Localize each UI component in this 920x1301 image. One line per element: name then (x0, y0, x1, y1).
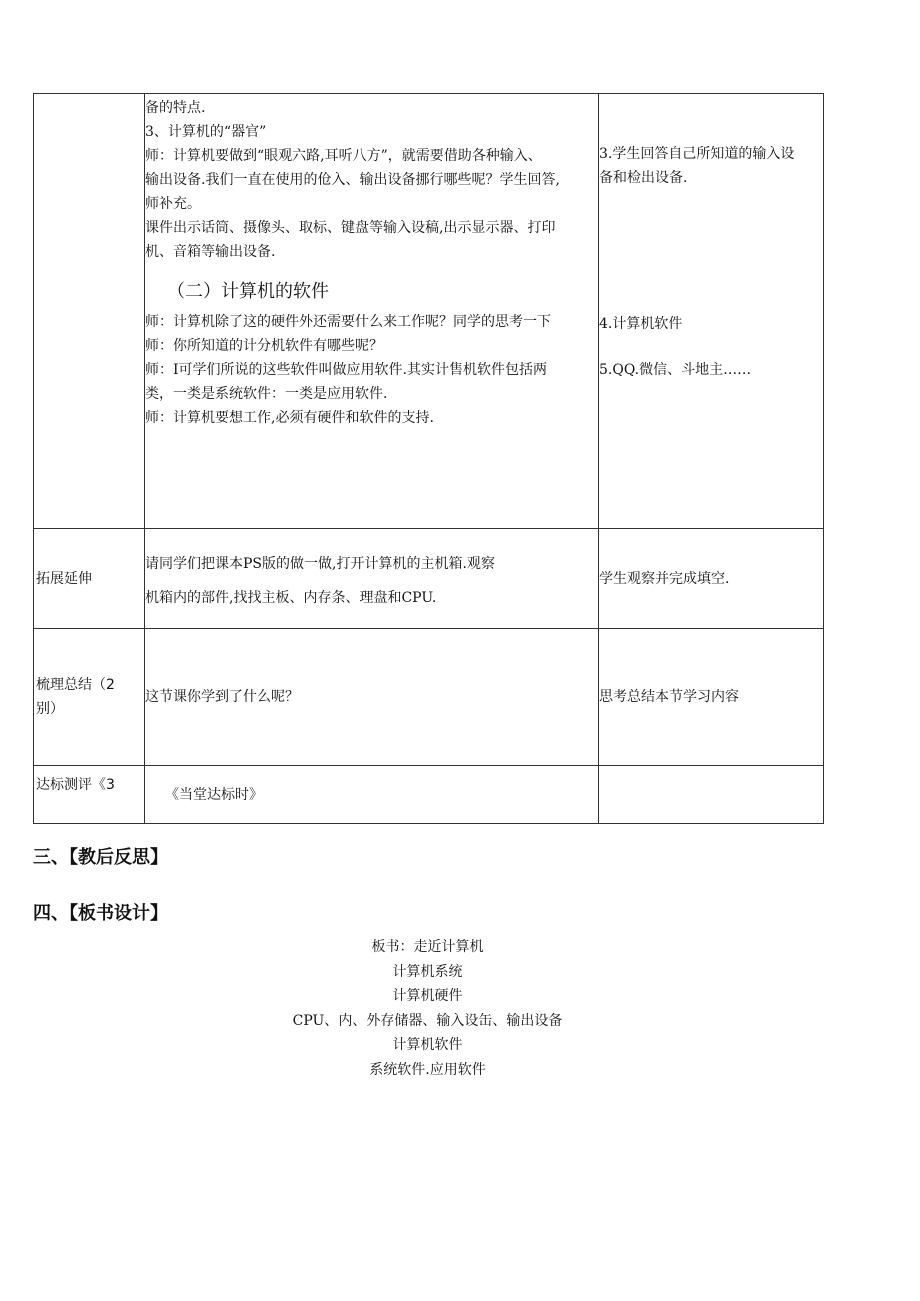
row2-content-cell (145, 529, 599, 629)
student-line: 备和检出设备. (599, 170, 688, 186)
student-line: 思考总结本节学习内容 (599, 689, 739, 705)
content-line: 这节课你学到了什么呢？ (145, 689, 299, 705)
row4-label (34, 766, 145, 824)
content-line: 备的特点. (145, 100, 206, 116)
content-line: 类，一类是系统软件：一类是应用软件. (145, 386, 388, 402)
board-line: CPU、内、外存储器、输入设缶、输出设备 (292, 1012, 563, 1029)
student-line: 5.QQ.微信、斗地主…… (599, 362, 752, 378)
board-line: 计算机硬件 (392, 988, 463, 1004)
row2-label (34, 529, 145, 629)
row3-content-cell (145, 629, 599, 766)
lesson-table (33, 93, 824, 824)
board-design (0, 935, 855, 1082)
row1-student-cell (599, 94, 824, 529)
content-line: 《当堂达标时》 (165, 787, 263, 803)
student-line: 4.计算机软件 (599, 316, 683, 332)
row1-content-cell (145, 94, 599, 529)
content-line: 师：I可学们所说的这些软件叫做应用软件.其实计售机软件包括两 (145, 362, 547, 378)
content-line: 师：计算机要想工作,必须有硬件和软件的支持. (145, 410, 434, 426)
subheading-software: （二）计算机的软件 (167, 281, 329, 302)
board-line: 计算机系统 (392, 963, 463, 980)
row1-label-cell (34, 94, 145, 529)
content-line: 3、计算机的“器官” (145, 124, 267, 140)
table-row (34, 529, 824, 629)
table-row (34, 629, 824, 766)
content-line: 师：计算机要做到“眼观六路,耳听八方”，就需要借助各种输入、 (145, 148, 542, 164)
content-line: 课件出示话筒、摄像头、取标、键盘等输入设稿,出示显示器、打印 (145, 220, 556, 236)
row4-label-text: 达标测评《3 (36, 777, 115, 793)
row3-label (34, 629, 145, 766)
board-line: 系统软件.应用软件 (369, 1061, 486, 1078)
board-line: 板书：走近计算机 (371, 939, 484, 955)
row3-student-cell (599, 629, 824, 766)
student-line: 3.学生回答自己所知道的输入设 (599, 146, 795, 162)
row3-label-line: 别） (36, 701, 64, 717)
content-line: 输出设备.我们一直在使用的伧入、输出设备挪行哪些呢？学生回答, (145, 172, 560, 188)
row4-content-cell (145, 766, 599, 824)
content-line: 师补充。 (145, 196, 201, 212)
content-line: 机箱内的部件,找找主板、内存条、理盘和CPU. (145, 590, 437, 606)
content-line: 请同学们把课本PS版的做一做,打开计算机的主机箱.观察 (145, 556, 495, 572)
row2-label-text: 拓展延伸 (36, 571, 92, 587)
content-line: 师：计算机除了这的硬件外还需要什么来工作呢？同学的思考一下 (145, 314, 551, 330)
table-row (34, 766, 824, 824)
section-board-design: 四、【板书设计】 (33, 903, 168, 924)
student-line: 学生观察并完成填空. (599, 571, 730, 587)
table-row (34, 94, 824, 529)
row2-student-cell (599, 529, 824, 629)
row4-student-cell (599, 766, 824, 824)
board-line: 计算机软件 (392, 1037, 463, 1053)
section-reflection: 三、【教后反思】 (33, 847, 168, 868)
row3-label-line: 梳理总结（2 (36, 677, 115, 693)
content-line: 师：你所知道的计分机软件有哪些呢？ (145, 338, 383, 354)
content-line: 机、音箱等输出设备. (145, 244, 276, 260)
